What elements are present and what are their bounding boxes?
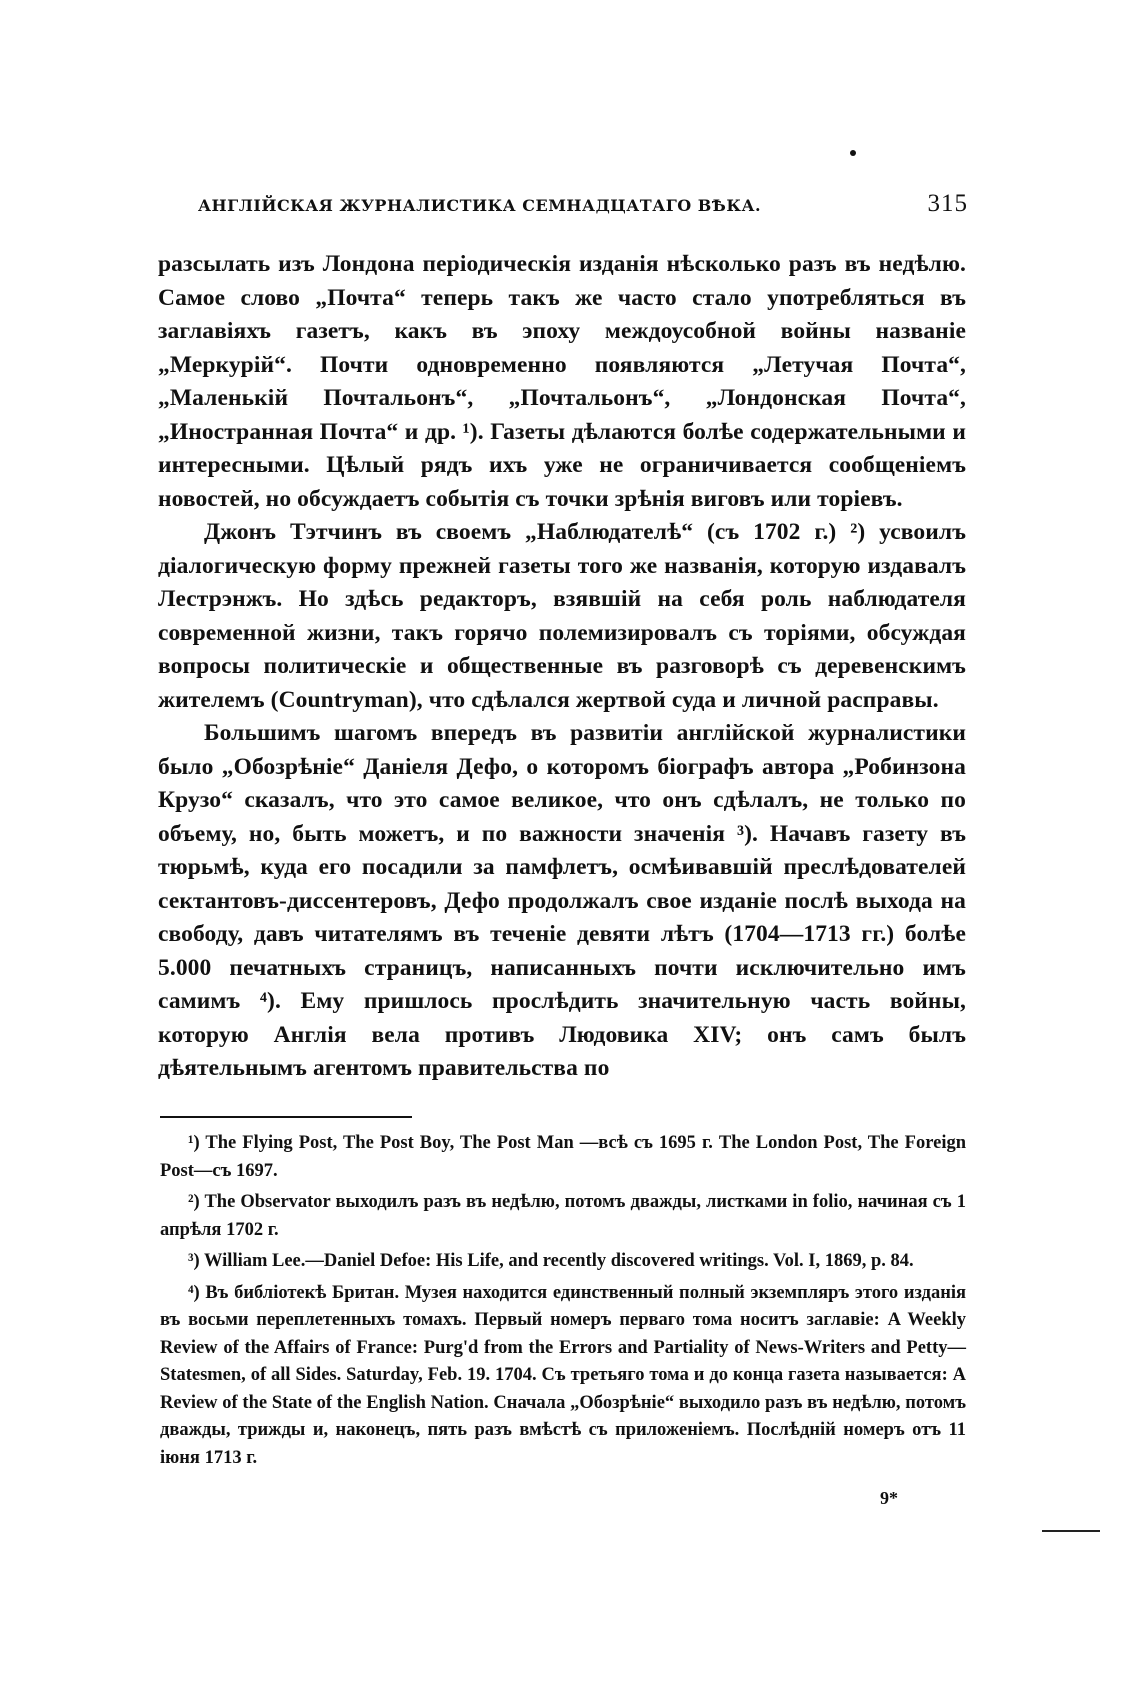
signature-mark: 9* <box>880 1488 898 1508</box>
footnote-divider <box>160 1116 412 1118</box>
paragraph: Джонъ Тэтчинъ въ своемъ „Наблюдателѣ“ (съ 1702 г.) ²) усвоилъ діалогическую форму прежней газеты того же названія, которую издавалъ Лестрэнжъ. Но здѣсь редакторъ, взявшій на себя роль наблюдателя современной жизни, такъ горячо полемизировалъ съ торіями, обсуждая вопросы политическіе и общественные въ разговорѣ съ деревенскимъ жителемъ (Countryman), что сдѣлался жертвой суда и личной расправы. <box>158 519 966 713</box>
footnotes <box>160 1130 966 1476</box>
footnote-2: ²) The Observator выходилъ разъ въ недѣлю, потомъ дважды, листками in folio, начиная съ 1 апрѣля 1702 г. <box>160 1192 967 1240</box>
edge-rule <box>1042 1530 1100 1532</box>
page-number: 315 <box>927 190 968 217</box>
footnote-3: ³) William Lee.—Daniel Defoe: His Life, and recently discovered writings. Vol. I, 1869, p. 84. <box>188 1251 914 1271</box>
main-text <box>158 248 966 1086</box>
paragraph: разсылать изъ Лондона періодическія изданія нѣсколько разъ въ недѣлю. Самое слово „Почта“ теперь такъ же часто стало употребляться въ заглавіяхъ газетъ, какъ въ эпоху междоусобной войны названіе „Меркурій“. Почти одновременно появляются „Летучая Почта“, „Маленькій Почтальонъ“, „Почтальонъ“, „Лондонская Почта“, „Иностранная Почта“ и др. ¹). Газеты дѣлаются болѣе содержательными и интересными. Цѣлый рядъ ихъ уже не ограничивается сообщеніемъ новостей, но обсуждаетъ событія съ точки зрѣнія виговъ или торіевъ. <box>158 251 966 512</box>
paragraph: Большимъ шагомъ впередъ въ развитіи англійской журналистики было „Обозрѣніе“ Даніеля Дефо, о которомъ біографъ автора „Робинзона Крузо“ сказалъ, что это самое великое, что онъ сдѣлалъ, не только по объему, но, быть можетъ, и по важности значенія ³). Начавъ газету въ тюрьмѣ, куда его посадили за памфлетъ, осмѣивавшій преслѣдователей сектантовъ-диссентеровъ, Дефо продолжалъ свое изданіе послѣ выхода на свободу, давъ читателямъ въ теченіе девяти лѣтъ (1704—1713 гг.) болѣе 5.000 печатныхъ страницъ, написанныхъ почти исключительно имъ самимъ ⁴). Ему пришлось прослѣдить значительную часть войны, которую Англія вела противъ Людовика XIV; онъ самъ былъ дѣятельнымъ агентомъ правительства по <box>158 720 966 1081</box>
running-head <box>198 190 968 222</box>
footnote-4: ⁴) Въ библіотекѣ Британ. Музея находится единственный полный экземпляръ этого изданія въ восьми переплетенныхъ томахъ. Первый номеръ перваго тома носитъ заглавіе: A Weekly Review of the Affairs of France: Purg'd from the Errors and Partiality of News-Writers and Petty—Statesmen, of all Sides. Saturday, Feb. 19. 1704. Съ третьяго тома и до конца газета называется: A Review of the State of the English Nation. Сначала „Обозрѣніе“ выходило разъ въ недѣлю, потомъ дважды, трижды и, наконецъ, пять разъ вмѣстѣ съ приложеніемъ. Послѣдній номеръ отъ 11 іюня 1713 г. <box>160 1282 966 1468</box>
running-title: АНГЛІЙСКАЯ ЖУРНАЛИСТИКА СЕМНАДЦАТАГО ВѢКА. <box>198 196 762 215</box>
footnote-1: ¹) The Flying Post, The Post Boy, The Post Man —всѣ съ 1695 г. The London Post, The Foreign Post—съ 1697. <box>160 1133 966 1181</box>
print-speck <box>850 150 856 156</box>
